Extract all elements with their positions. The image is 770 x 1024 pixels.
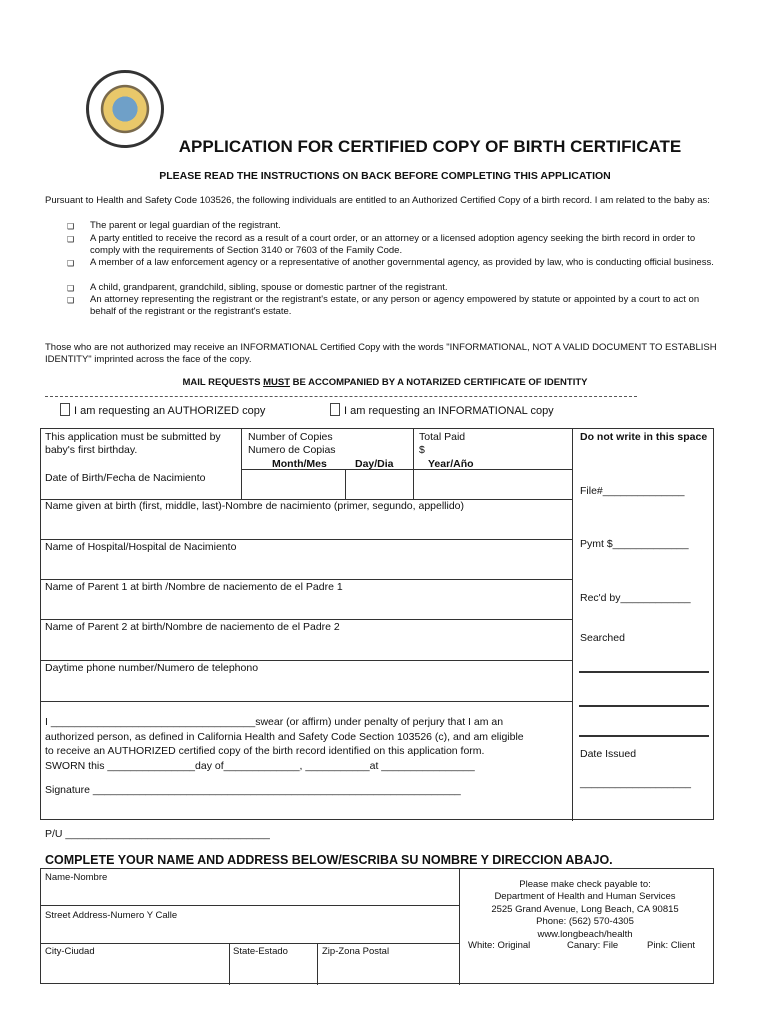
- currency-symbol: $: [419, 444, 425, 456]
- payment-address: 2525 Grand Avenue, Long Beach, CA 90815: [491, 903, 679, 915]
- informational-copy-label: I am requesting an INFORMATIONAL copy: [344, 405, 554, 417]
- form-title: APPLICATION FOR CERTIFIED COPY OF BIRTH CERTIFICATE: [178, 137, 682, 156]
- informational-copy-option[interactable]: [330, 403, 554, 417]
- hospital-field[interactable]: Name of Hospital/Hospital de Nacimiento: [45, 541, 237, 553]
- searched-field: Searched: [580, 632, 625, 644]
- received-by-field: Rec'd by____________: [580, 592, 691, 604]
- phone-field[interactable]: Daytime phone number/Numero de telephono: [45, 662, 259, 674]
- day-header: Day/Dia: [355, 458, 394, 470]
- street-address-field[interactable]: Street Address-Numero Y Calle: [45, 910, 178, 921]
- oath-line: I ___________________________________swear (or affirm) under penalty of perjury that I am an: [45, 716, 504, 728]
- parent1-field[interactable]: Name of Parent 1 at birth /Nombre de naciemento de el Padre 1: [45, 581, 343, 593]
- checkbox-icon[interactable]: ❑: [67, 284, 75, 293]
- copies-label: [248, 431, 336, 457]
- payment-field: Pymt $_____________: [580, 538, 689, 550]
- copy-canary-file: Canary: File: [567, 940, 619, 951]
- copies-label-en: Number of Copies: [248, 431, 333, 443]
- payment-phone: Phone: (562) 570-4305: [536, 916, 634, 928]
- parent2-field[interactable]: Name of Parent 2 at birth/Nombre de naciemento de el Padre 2: [45, 621, 340, 633]
- total-paid-field[interactable]: [419, 431, 465, 457]
- month-header: Month/Mes: [272, 458, 327, 470]
- mail-requirement-text: MAIL REQUESTS: [182, 377, 264, 388]
- checkbox-icon[interactable]: [60, 403, 70, 416]
- payment-website: www.longbeach/health: [537, 928, 633, 940]
- copy-white-original: White: Original: [468, 940, 531, 951]
- authorized-copy-option[interactable]: [60, 403, 265, 417]
- relation-option-label: The parent or legal guardian of the registrant.: [90, 220, 281, 231]
- state-field[interactable]: State-Estado: [233, 946, 288, 957]
- relation-option-label: An attorney representing the registrant or the registrant's estate, or any person or agency empowered by statute or appointed by a court to act on behalf of the registrant or the registrant's estate.: [90, 294, 700, 318]
- relation-option-label: A member of a law enforcement agency or a representative of another governmental agency, as provided by law, who is conducting official business.: [90, 257, 714, 268]
- office-use-header: Do not write in this space: [580, 431, 708, 443]
- payment-instructions: [460, 879, 710, 941]
- informational-note: Those who are not authorized may receive an INFORMATIONAL Certified Copy with the words "INFORMATIONAL, NOT A VALID DOCUMENT TO ESTABLISH IDENTITY" imprinted across the face of the copy.: [45, 342, 717, 366]
- year-header: Year/Año: [428, 458, 474, 470]
- intro-text: Pursuant to Health and Safety Code 103526, the following individuals are entitled to an Authorized Certified Copy of a birth record. I am related to the baby as:: [45, 195, 710, 206]
- total-paid-label: Total Paid: [419, 431, 466, 443]
- submission-deadline-note: This application must be submitted by baby's first birthday.: [45, 431, 221, 456]
- mail-requirement-emphasis: MUST: [263, 377, 290, 388]
- name-at-birth-field[interactable]: Name given at birth (first, middle, last)-Nombre de nacimiento (primer, segundo, appellido): [45, 500, 465, 512]
- copy-pink-client: Pink: Client: [647, 940, 696, 951]
- copies-label-es: Numero de Copias: [248, 444, 336, 456]
- checkbox-icon[interactable]: ❑: [67, 296, 75, 305]
- divider: [45, 396, 637, 397]
- date-issued-line: ___________________: [580, 777, 691, 789]
- payment-line: Please make check payable to:: [519, 879, 651, 890]
- signature-field[interactable]: Signature _______________________________________________________________: [45, 784, 461, 796]
- oath-line: to receive an AUTHORIZED certified copy of the birth record identified on this application form.: [45, 745, 485, 757]
- checkbox-icon[interactable]: ❑: [67, 235, 75, 244]
- oath-line: authorized person, as defined in California Health and Safety Code Section 103526 (c), and am eligible: [45, 730, 524, 743]
- form-subtitle: PLEASE READ THE INSTRUCTIONS ON BACK BEFORE COMPLETING THIS APPLICATION: [159, 170, 611, 182]
- payment-department: Department of Health and Human Services: [494, 891, 676, 903]
- authorized-copy-label: I am requesting an AUTHORIZED copy: [74, 405, 266, 417]
- checkbox-icon[interactable]: [330, 403, 340, 416]
- relation-option-label: A party entitled to receive the record as a result of a court order, or an attorney or a licensed adoption agency seeking the birth record in order to comply with the requirements of Section 3140 or 7603 of the Family Code.: [90, 233, 696, 257]
- relation-option-label: A child, grandparent, grandchild, sibling, spouse or domestic partner of the registrant.: [90, 282, 448, 293]
- checkbox-icon[interactable]: ❑: [67, 222, 75, 231]
- file-number-field: File#______________: [580, 485, 685, 497]
- oath-line: SWORN this _______________day of_____________, ___________at ________________: [45, 759, 475, 772]
- applicant-name-field[interactable]: Name-Nombre: [45, 872, 108, 883]
- city-field[interactable]: City-Ciudad: [45, 946, 95, 957]
- date-of-birth-field[interactable]: Date of Birth/Fecha de Nacimiento: [45, 472, 206, 484]
- date-issued-label: Date Issued: [580, 748, 637, 760]
- mail-requirement-text: BE ACCOMPANIED BY A NOTARIZED CERTIFICATE OF IDENTITY: [290, 377, 588, 388]
- pickup-field[interactable]: P/U ___________________________________: [45, 828, 270, 840]
- mail-requirement: [0, 377, 770, 389]
- oath-statement[interactable]: [45, 715, 540, 773]
- address-heading: COMPLETE YOUR NAME AND ADDRESS BELOW/ESCRIBA SU NOMBRE Y DIRECCION ABAJO.: [45, 853, 613, 867]
- checkbox-icon[interactable]: ❑: [67, 259, 75, 268]
- zip-field[interactable]: Zip-Zona Postal: [322, 946, 390, 957]
